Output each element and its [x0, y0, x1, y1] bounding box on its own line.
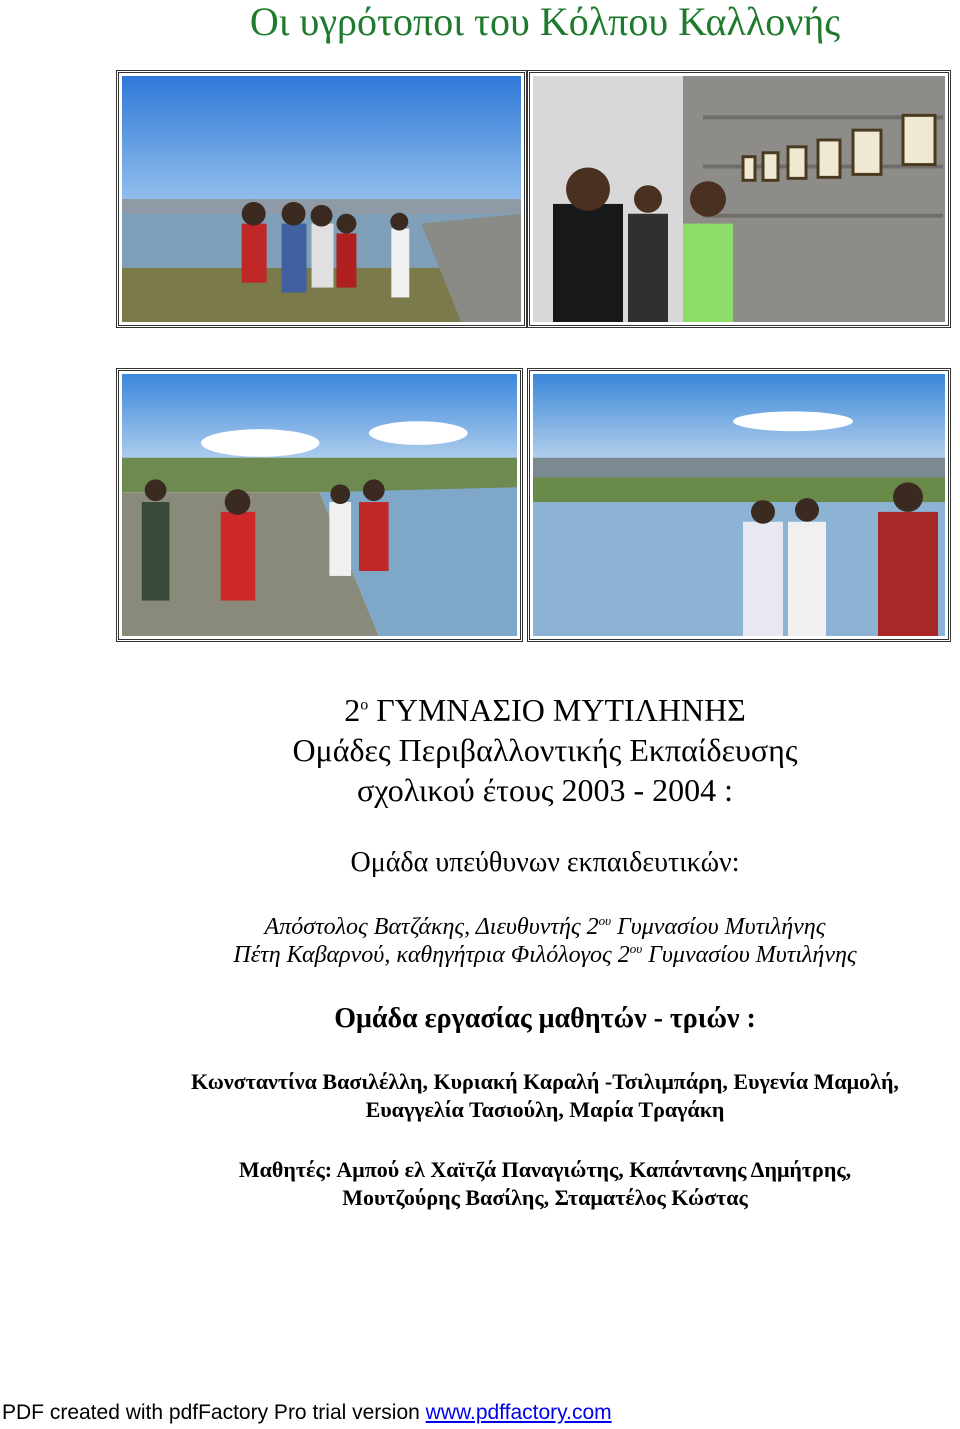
school-block [0, 690, 960, 810]
school-year: σχολικού έτους 2003 - 2004 : [356, 772, 734, 808]
school-programme: Ομάδες Περιβαλλοντικής Εκπαίδευσης [292, 732, 798, 768]
pdf-footer [2, 1400, 612, 1426]
students-1: Μαθητές: Αμπού ελ Χαϊτζά Παναγιώτης, Καπάντανης Δημήτρης, [238, 1157, 852, 1182]
page-title: Οι υγρότοποι του Κόλπου Καλλονής [249, 0, 841, 44]
teachers-heading: Ομάδα υπεύθυνων εκπαιδευτικών: [350, 847, 740, 878]
students-2: Μουτζούρης Βασίλης, Σταματέλος Κώστας [342, 1185, 748, 1210]
photo-lagoon-shore [527, 368, 951, 642]
photo-birdwatching-road [116, 70, 527, 328]
group-names-2: Ευαγγελία Τασιούλη, Μαρία Τραγάκη [365, 1097, 725, 1122]
teacher-1: Απόστολος Βατζάκης, Διευθυντής $2^{o\upsilon}$ Γυμνασίου Μυτιλήνης [264, 913, 826, 940]
teacher-2: Πέτη Καβαρνού, καθηγήτρια Φιλόλογος $2^{o\upsilon}$ Γυμνασίου Μυτιλήνης [233, 941, 857, 968]
photo-exhibit-wall [527, 70, 951, 328]
school-name: $2^o$ ΓΥΜΝΑΣΙΟ ΜΥΤΙΛΗΝΗΣ [344, 692, 746, 728]
footer-text: PDF created with pdfFactory Pro trial version [2, 1401, 426, 1424]
group-names-1: Κωνσταντίνα Βασιλέλλη, Κυριακή Καραλή -Τσιλιμπάρη, Ευγενία Μαμολή, [191, 1069, 899, 1094]
group-heading: Ομάδα εργασίας μαθητών - τριών : [334, 1003, 756, 1034]
photo-group-waterside [116, 368, 523, 642]
pdffactory-link[interactable]: www.pdffactory.com [425, 1401, 612, 1424]
